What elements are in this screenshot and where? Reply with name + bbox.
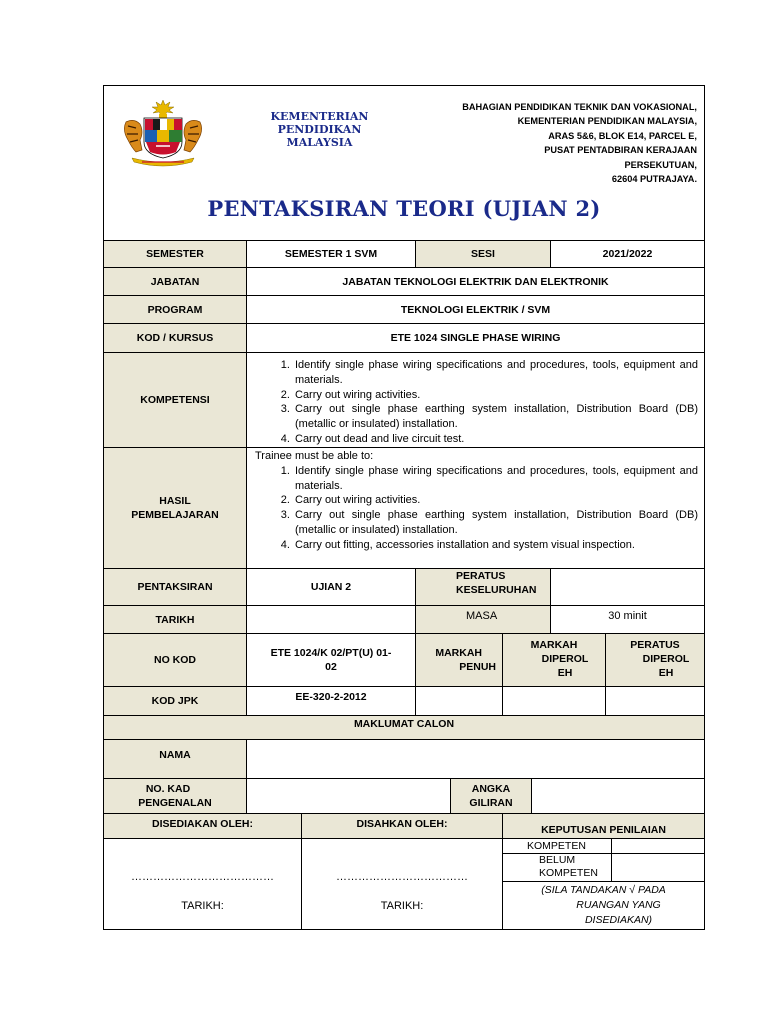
markah-penuh-line-1: MARKAH [435,647,482,659]
jabatan-label: JABATAN [103,267,247,296]
nama-label: NAMA [103,739,247,779]
ministry-name [262,110,377,149]
sesi-value: 2021/2022 [550,240,705,268]
list-item: 1. Identify single phase wiring specifications and procedures, tools, equipment and materials. [293,464,698,494]
ministry-line-3: MALAYSIA [286,136,353,149]
list-item: 3. Carry out single phase earthing system installation, Distribution Board (DB) (metallic or insulated) installation. [293,402,698,432]
belum-kompeten-checkbox[interactable] [611,853,705,882]
malaysia-coat-of-arms-icon [118,96,208,168]
peratus-keseluruhan-label [415,568,551,606]
disediakan-signature-box[interactable] [103,838,302,930]
angka-giliran-label [450,778,532,814]
hasil-pembelajaran-list [246,447,705,569]
no-kod-label: NO KOD [103,633,247,687]
peratus-diperoleh-line-1: PERATUS [630,639,680,651]
list-item: 3. Carry out single phase earthing system installation, Distribution Board (DB) (metallic or insulated) installation. [293,508,698,538]
hasil-intro: Trainee must be able to: [255,450,374,462]
markah-diperoleh-line-3: EH [557,667,573,679]
peratus-diperoleh-label [605,633,705,687]
maklumat-calon-heading: MAKLUMAT CALON [103,715,705,740]
belum-line-1: BELUM [539,854,576,866]
tarikh-label: TARIKH [103,605,247,634]
markah-diperoleh-label [502,633,606,687]
hasil-label-line-1: HASIL [159,495,191,507]
address-line: 62604 PUTRAJAYA. [611,174,697,185]
kod-jpk-label: KOD JPK [103,686,247,716]
tarikh-value[interactable] [246,605,416,634]
list-item: 1. Identify single phase wiring specifications and procedures, tools, equipment and materials. [293,358,698,388]
jabatan-value: JABATAN TEKNOLOGI ELEKTRIK DAN ELEKTRONIK [246,267,705,296]
kompetensi-label: KOMPETENSI [103,352,247,448]
angka-giliran-line-1: ANGKA [471,783,511,795]
ministry-address [420,100,697,186]
penilaian-note [502,881,705,930]
hasil-pembelajaran-label [103,447,247,569]
no-kod-value-line-1: ETE 1024/K 02/PT(U) 01- [270,647,392,659]
peratus-keseluruhan-value[interactable] [550,568,705,606]
peratus-keseluruhan-line-2: KESELURUHAN [456,584,537,596]
masa-value: 30 minit [550,605,705,634]
address-line: PERSEKUTUAN, [624,159,697,170]
disahkan-oleh-label: DISAHKAN OLEH: [301,813,503,839]
markah-penuh-line-2: PENUH [459,661,496,673]
tarikh-disahkan-label: TARIKH: [380,900,424,912]
semester-value: SEMESTER 1 SVM [246,240,416,268]
kompeten-checkbox[interactable] [611,838,705,854]
angka-giliran-field[interactable] [531,778,705,814]
disediakan-oleh-label: DISEDIAKAN OLEH: [103,813,302,839]
belum-line-2: KOMPETEN [539,867,598,879]
masa-label: MASA [415,605,551,634]
list-item: 2. Carry out wiring activities. [293,493,698,508]
no-kad-line-1: NO. KAD [145,783,191,795]
page-title: PENTAKSIRAN TEORI (UJIAN 2) [207,196,601,221]
kompeten-label: KOMPETEN [502,838,612,854]
belum-kompeten-label [502,853,612,882]
list-item: 2. Carry out wiring activities. [293,388,698,403]
hasil-label-line-2: PEMBELAJARAN [131,509,219,521]
list-item: 4. Carry out fitting, accessories installation and system visual inspection. [293,538,698,553]
peratus-diperoleh-value[interactable] [605,686,705,716]
program-label: PROGRAM [103,295,247,324]
address-line: BAHAGIAN PENDIDIKAN TEKNIK DAN VOKASIONAL, [462,102,697,112]
signature-line-1: ………………………………… [131,871,274,883]
nama-field[interactable] [246,739,705,779]
markah-diperoleh-value[interactable] [502,686,606,716]
list-item: 4. Carry out dead and live circuit test. [293,432,698,447]
peratus-diperoleh-line-2: DIPEROL [642,653,690,665]
program-value: TEKNOLOGI ELEKTRIK / SVM [246,295,705,324]
note-line-2: RUANGAN YANG [576,899,661,911]
no-kod-value-line-2: 02 [325,661,337,673]
note-line-1: (SILA TANDAKAN √ PADA [541,884,666,896]
semester-label: SEMESTER [103,240,247,268]
ministry-line-1: KEMENTERIAN [270,110,369,123]
markah-penuh-label [415,633,503,687]
kod-jpk-value: EE-320-2-2012 [246,686,416,716]
no-kad-pengenalan-field[interactable] [246,778,451,814]
peratus-diperoleh-line-3: EH [658,667,674,679]
address-line: PUSAT PENTADBIRAN KERAJAAN [544,145,697,156]
pentaksiran-value: UJIAN 2 [246,568,416,606]
no-kad-pengenalan-label [103,778,247,814]
kod-kursus-label: KOD / KURSUS [103,323,247,353]
peratus-keseluruhan-line-1: PERATUS [456,570,506,582]
no-kod-value [246,633,416,687]
angka-giliran-line-2: GILIRAN [469,797,513,809]
markah-diperoleh-line-2: DIPEROL [541,653,589,665]
no-kad-line-2: PENGENALAN [138,797,212,809]
markah-diperoleh-line-1: MARKAH [530,639,578,651]
sesi-label: SESI [415,240,551,268]
disahkan-signature-box[interactable] [301,838,503,930]
keputusan-penilaian-label: KEPUTUSAN PENILAIAN [502,813,705,839]
tarikh-disediakan-label: TARIKH: [181,900,224,912]
signature-line-2: ……………………………… [336,871,468,883]
address-line: ARAS 5&6, BLOK E14, PARCEL E, [548,130,697,141]
pentaksiran-label: PENTAKSIRAN [103,568,247,606]
kompetensi-list [246,352,705,448]
note-line-3: DISEDIAKAN) [584,914,653,926]
address-line: KEMENTERIAN PENDIDIKAN MALAYSIA, [517,116,697,127]
ministry-line-2: PENDIDIKAN [277,123,362,136]
kod-kursus-value: ETE 1024 SINGLE PHASE WIRING [246,323,705,353]
markah-penuh-value[interactable] [415,686,503,716]
